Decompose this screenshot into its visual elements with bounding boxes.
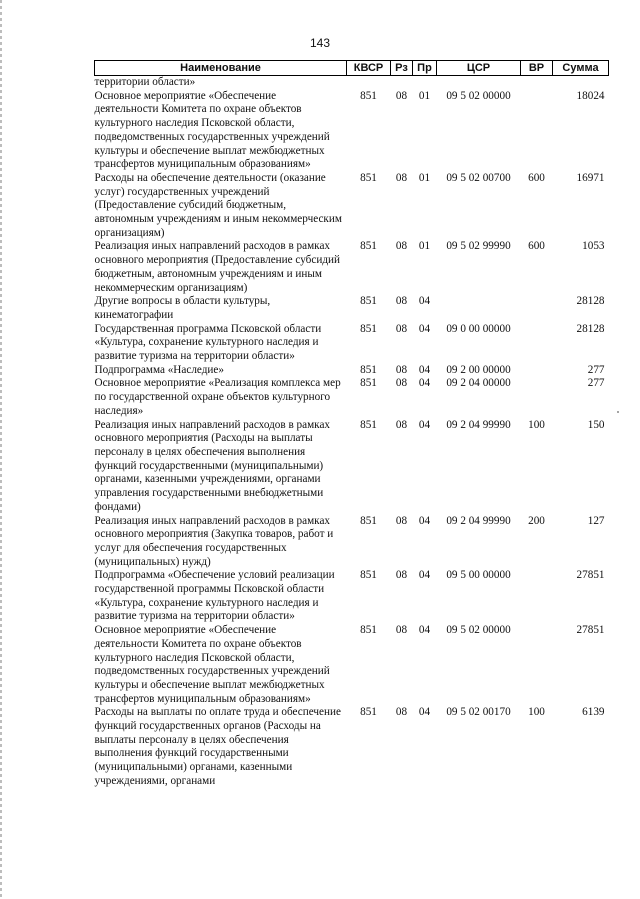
page-number: 143 (309, 36, 331, 50)
row-sum: 150 (587, 418, 605, 431)
row-pr: 04 (418, 706, 431, 719)
row-sum: 277 (587, 363, 605, 376)
row-vr (521, 569, 553, 624)
row-rz: 08 (395, 171, 408, 184)
table-row (95, 706, 609, 788)
row-sum: 1053 (582, 240, 605, 253)
table-row (95, 377, 609, 418)
row-rz: 08 (395, 418, 408, 431)
header-vr: ВР (521, 61, 553, 76)
row-kvsr: 851 (360, 322, 377, 335)
row-vr: 100 (528, 418, 545, 431)
row-sum: 28128 (576, 295, 605, 308)
table-row (95, 90, 609, 172)
row-name: Реализация иных направлений расходов в рамках основного мероприятия (Закупка товаров, работ и услуг для обеспечения государственных (муниципальных) нужд) (94, 514, 334, 568)
row-vr: 600 (528, 171, 545, 184)
table-row (95, 624, 609, 706)
row-vr (521, 323, 553, 364)
row-csr: 09 2 00 00000 (446, 363, 511, 376)
row-name: территории области» (94, 76, 196, 88)
row-kvsr: 851 (360, 569, 377, 582)
row-pr: 04 (418, 569, 431, 582)
row-rz: 08 (395, 240, 408, 253)
row-kvsr: 851 (360, 377, 377, 390)
row-name: Реализация иных направлений расходов в рамках основного мероприятия (Расходы на выплаты персоналу в целях обеспечения выполнения функций государственными (муниципальными) органами, казенными учреждениями, органами управления государственными внебюджетными фондами) (94, 418, 331, 513)
row-kvsr (347, 76, 391, 90)
row-pr: 01 (418, 171, 431, 184)
table-row (95, 323, 609, 364)
row-pr: 04 (418, 322, 431, 335)
row-rz: 08 (395, 322, 408, 335)
row-csr: 09 5 02 99990 (446, 240, 511, 253)
row-sum: 18024 (576, 89, 605, 102)
header-kvsr: КВСР (347, 61, 391, 76)
row-csr: 09 5 02 00170 (446, 706, 511, 719)
row-name: Подпрограмма «Обеспечение условий реализации государственной программы Псковской области «Культура, сохранение культурного наследия и развитие туризма на территории области» (94, 569, 335, 623)
row-kvsr: 851 (360, 418, 377, 431)
row-sum: 27851 (576, 569, 605, 582)
row-rz (391, 76, 413, 90)
row-rz: 08 (395, 514, 408, 527)
header-sum: Сумма (553, 61, 609, 76)
row-sum: 16971 (576, 171, 605, 184)
header-rz: Рз (391, 61, 413, 76)
row-rz: 08 (395, 295, 408, 308)
row-csr (437, 76, 521, 90)
table-row (95, 419, 609, 515)
row-rz: 08 (395, 89, 408, 102)
row-pr: 01 (418, 89, 431, 102)
table-row (95, 76, 609, 90)
table-row (95, 172, 609, 241)
row-rz: 08 (395, 706, 408, 719)
row-vr: 200 (528, 514, 545, 527)
row-name: Основное мероприятие «Обеспечение деятельности Комитета по охране объектов культурного наследия Псковской области, подведомственных государственных учреждений культуры и обеспечение выплат межбюджетных трансфертов муниципальным образованиям» (94, 89, 330, 171)
row-vr: 600 (528, 240, 545, 253)
row-pr: 04 (418, 377, 431, 390)
table-row (95, 364, 609, 378)
header-name: Наименование (95, 61, 347, 76)
row-pr (413, 76, 437, 90)
row-csr (437, 295, 521, 322)
row-csr: 09 5 02 00000 (446, 624, 511, 637)
scan-speck (617, 411, 619, 413)
row-kvsr: 851 (360, 514, 377, 527)
row-kvsr: 851 (360, 295, 377, 308)
row-sum (553, 76, 609, 90)
row-vr (521, 90, 553, 172)
row-name: Расходы на обеспечение деятельности (оказание услуг) государственных учреждений (Предоставление субсидий бюджетным, автономным учреждениям и иным некоммерческим организациям) (94, 171, 342, 239)
row-pr: 04 (418, 295, 431, 308)
row-pr: 04 (418, 514, 431, 527)
row-vr: 100 (528, 706, 545, 719)
row-sum: 277 (587, 377, 605, 390)
row-vr (521, 624, 553, 706)
table-row (95, 569, 609, 624)
row-csr: 09 0 00 00000 (446, 322, 511, 335)
row-name: Подпрограмма «Наследие» (94, 363, 224, 376)
row-name: Основное мероприятие «Реализация комплекса мер по государственной охране объектов культурного наследия» (94, 377, 341, 417)
row-pr: 04 (418, 418, 431, 431)
row-vr (521, 377, 553, 418)
row-csr: 09 5 02 00000 (446, 89, 511, 102)
header-csr: ЦСР (437, 61, 521, 76)
row-csr: 09 5 02 00700 (446, 171, 511, 184)
row-name: Другие вопросы в области культуры, кинематографии (94, 295, 271, 321)
table-row (95, 295, 609, 322)
table-row (95, 240, 609, 295)
row-name: Основное мероприятие «Обеспечение деятельности Комитета по охране объектов культурного наследия Псковской области, подведомственных государственных учреждений культуры и обеспечение выплат межбюджетных трансфертов муниципальным образованиям» (94, 624, 330, 705)
row-pr: 01 (418, 240, 431, 253)
row-sum: 28128 (576, 322, 605, 335)
row-kvsr: 851 (360, 240, 377, 253)
row-vr (521, 76, 553, 90)
row-rz: 08 (395, 377, 408, 390)
row-pr: 04 (418, 363, 431, 376)
row-rz: 08 (395, 569, 408, 582)
row-csr: 09 2 04 99990 (446, 514, 511, 527)
row-csr: 09 2 04 99990 (446, 418, 511, 431)
budget-table (94, 60, 609, 789)
row-pr: 04 (418, 624, 431, 637)
table-header-row (95, 61, 609, 76)
row-kvsr: 851 (360, 363, 377, 376)
row-sum: 6139 (582, 706, 605, 719)
row-vr (521, 295, 553, 322)
row-rz: 08 (395, 363, 408, 376)
scan-edge-line (0, 0, 2, 899)
row-vr (521, 364, 553, 378)
row-rz: 08 (395, 624, 408, 637)
row-kvsr: 851 (360, 706, 377, 719)
table-row (95, 515, 609, 570)
row-sum: 127 (587, 514, 605, 527)
row-name: Расходы на выплаты по оплате труда и обеспечение функций государственных органов (Расходы на выплаты персоналу в целях обеспечения выполнения функций государственными (муниципальными) органами, казенными учреждениями, органами (94, 706, 341, 787)
row-kvsr: 851 (360, 89, 377, 102)
row-name: Государственная программа Псковской области «Культура, сохранение культурного наследия и развитие туризма на территории области» (94, 322, 322, 363)
row-kvsr: 851 (360, 171, 377, 184)
row-kvsr: 851 (360, 624, 377, 637)
row-csr: 09 2 04 00000 (446, 377, 511, 390)
header-pr: Пр (413, 61, 437, 76)
row-csr: 09 5 00 00000 (446, 569, 511, 582)
row-name: Реализация иных направлений расходов в рамках основного мероприятия (Предоставление субсидий бюджетным, автономным учреждениям и иным некоммерческим организациям) (94, 240, 340, 294)
row-sum: 27851 (576, 624, 605, 637)
